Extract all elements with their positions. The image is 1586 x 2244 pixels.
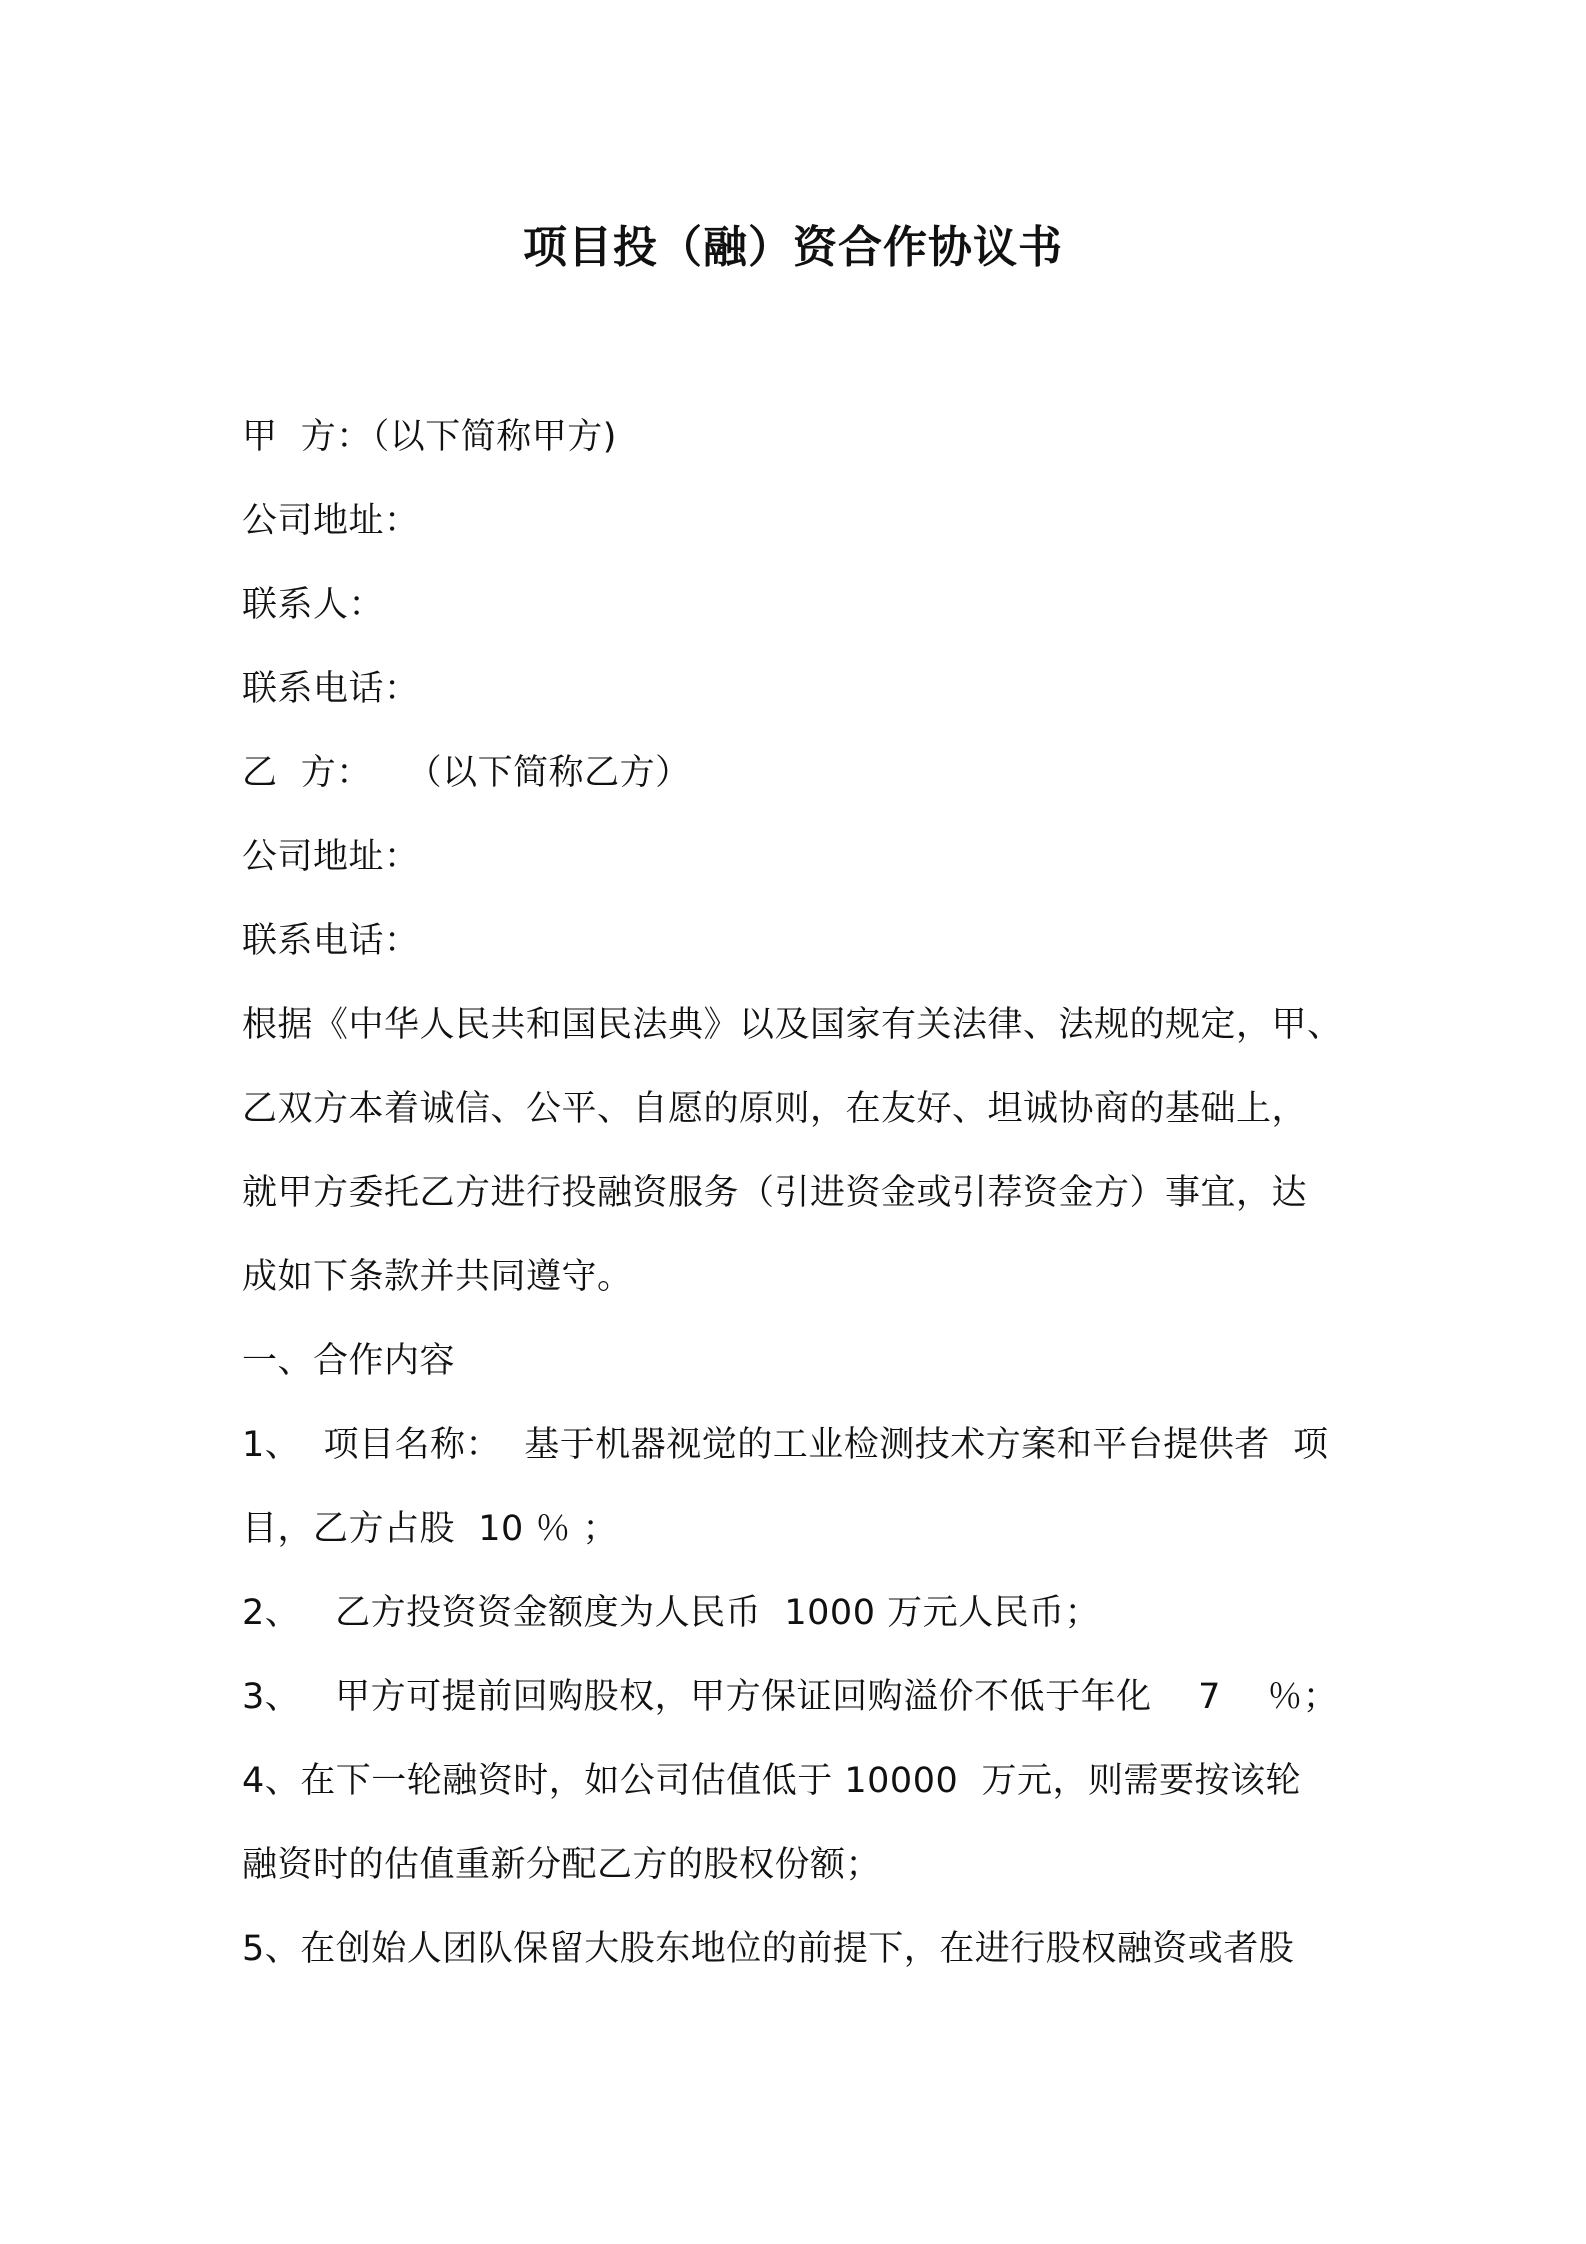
party-b-phone-label: 联系电话：	[242, 921, 420, 961]
preamble-line: 就甲方委托乙方进行投融资服务（引进资金或引荐资金方）事宜，达	[242, 1173, 1308, 1213]
party-b-address-label: 公司地址：	[242, 837, 420, 877]
section-heading: 一、合作内容	[242, 1341, 456, 1381]
clause-line: 融资时的估值重新分配乙方的股权份额；	[242, 1845, 882, 1885]
preamble-line: 根据《中华人民共和国民法典》以及国家有关法律、法规的规定，甲、	[242, 1005, 1343, 1045]
preamble-line: 乙双方本着诚信、公平、自愿的原则，在友好、坦诚协商的基础上，	[242, 1089, 1308, 1129]
clause-line: 3、 甲方可提前回购股权，甲方保证回购溢价不低于年化 7 ％；	[242, 1677, 1339, 1717]
party-b-line: 乙 方： （以下简称乙方）	[242, 753, 691, 793]
clause-line: 5、在创始人团队保留大股东地位的前提下，在进行股权融资或者股	[242, 1929, 1295, 1969]
party-a-phone-label: 联系电话：	[242, 669, 420, 709]
document-title: 项目投（融）资合作协议书	[523, 222, 1063, 273]
clause-line: 1、 项目名称： 基于机器视觉的工业检测技术方案和平台提供者 项	[242, 1425, 1329, 1465]
party-a-line: 甲 方：（以下简称甲方)	[242, 417, 617, 457]
party-a-address-label: 公司地址：	[242, 501, 420, 541]
preamble-line: 成如下条款并共同遵守。	[242, 1257, 633, 1297]
clause-line: 2、 乙方投资资金额度为人民币 1000 万元人民币；	[242, 1593, 1101, 1633]
clause-line: 目，乙方占股 10 ％ ；	[242, 1509, 619, 1549]
party-a-contact-label: 联系人：	[242, 585, 385, 625]
clause-line: 4、在下一轮融资时，如公司估值低于 10000 万元，则需要按该轮	[242, 1761, 1301, 1801]
